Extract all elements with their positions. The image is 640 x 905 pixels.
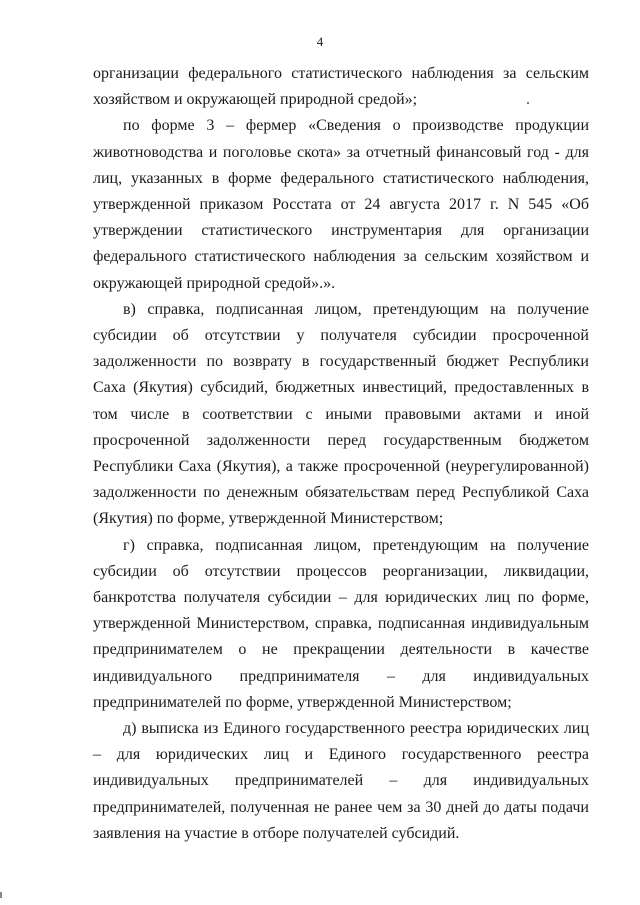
scan-edge-mark xyxy=(0,892,2,898)
paragraph-item-g: г) справка, подписанная лицом, претендующим на получение субсидии об отсутствии процессов реорганизации, ликвидации, банкротства получателя субсидии – для юридических лиц по форме, утвержденной Министерством, справка, подписанная индивидуальным предпринимателем о не прекращении деятельности в качестве индивидуального предпринимателя – для индивидуальных предпринимателей по форме, утвержденной Министерством; xyxy=(93,536,589,711)
paragraph-form-3: по форме 3 – фермер «Сведения о производстве продукции животноводства и поголовье скота» за отчетный финансовый год - для лиц, указанных в форме федерального статистического наблюдения, утвержденной приказом Росстата от 24 августа 2017 г. N 545 «Об утверждении статистического инструментария для организации федерального статистического наблюдения за сельским хозяйством и окружающей природной средой».». xyxy=(93,117,589,292)
document-body xyxy=(93,61,589,847)
page-number: 4 xyxy=(316,34,324,49)
paragraph-item-v: в) справка, подписанная лицом, претендующим на получение субсидии об отсутствии у получателя субсидии просроченной задолженности по возврату в государственный бюджет Республики Саха (Якутия) субсидий, бюджетных инвестиций, предоставленных в том числе в соответствии с иными правовыми актами и иной просроченной задолженности перед государственным бюджетом Республики Саха (Якутия), а также просроченной (неурегулированной) задолженности по денежным обязательствам перед Республикой Саха (Якутия) по форме, утвержденной Министерством; xyxy=(93,300,589,528)
paragraph-item-d: д) выписка из Единого государственного реестра юридических лиц – для юридических лиц и Единого государственного реестра индивидуальных предпринимателей – для индивидуальных предпринимателей, полученная не ранее чем за 30 дней до даты подачи заявления на участие в отборе получателей субсидий. xyxy=(93,720,589,842)
paragraph-continuation: организации федерального статистического наблюдения за сельским хозяйством и окружающей природной средой»; xyxy=(93,65,589,109)
